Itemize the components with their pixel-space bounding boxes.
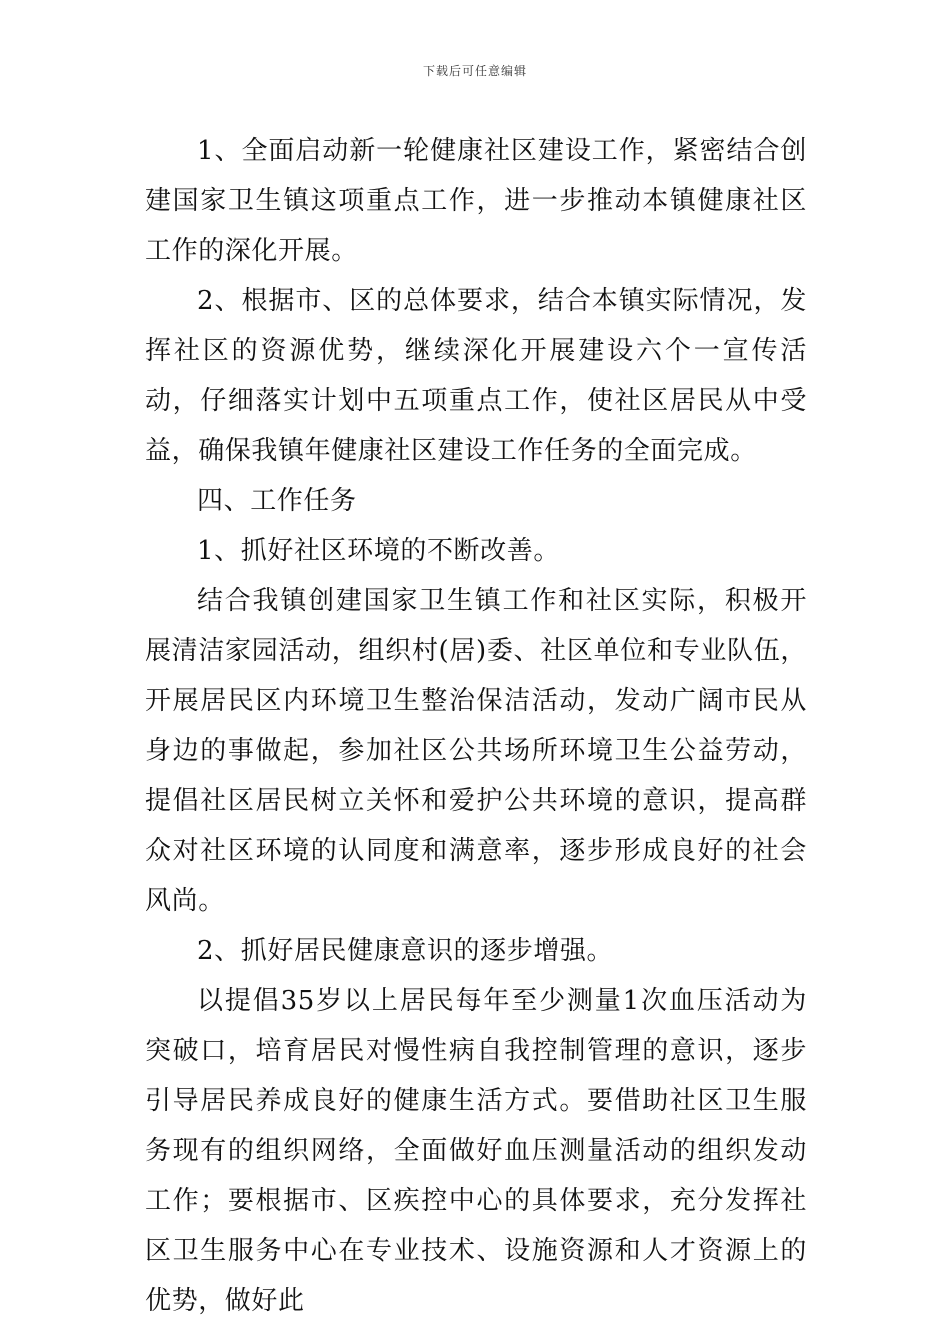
paragraph-health-awareness: 以提倡35岁以上居民每年至少测量1次血压活动为突破口，培育居民对慢性病自我控制管理的意识，逐步引导居民养成良好的健康生活方式。要借助社区卫生服务现有的组织网络，全面做好血压测量活动的组织发动工作；要根据市、区疾控中心的具体要求，充分发挥社区卫生服务中心在专业技术、设施资源和人才资源上的优势，做好此 xyxy=(145,986,807,1316)
document-body xyxy=(145,126,807,1326)
paragraph-environment: 结合我镇创建国家卫生镇工作和社区实际，积极开展清洁家园活动，组织村(居)委、社区单位和专业队伍，开展居民区内环境卫生整治保洁活动，发动广阔市民从身边的事做起，参加社区公共场所环境卫生公益劳动，提倡社区居民树立关怀和爱护公共环境的意识，提高群众对社区环境的认同度和满意率，逐步形成良好的社会风尚。 xyxy=(145,586,807,916)
paragraph-2: 2、根据市、区的总体要求，结合本镇实际情况，发挥社区的资源优势，继续深化开展建设六个一宣传活动，仔细落实计划中五项重点工作，使社区居民从中受益，确保我镇年健康社区建设工作任务的全面完成。 xyxy=(145,286,807,466)
subheading-environment: 1、抓好社区环境的不断改善。 xyxy=(197,536,560,566)
section-heading-work-tasks: 四、工作任务 xyxy=(197,486,357,516)
subheading-health-awareness: 2、抓好居民健康意识的逐步增强。 xyxy=(197,936,614,966)
paragraph-1: 1、全面启动新一轮健康社区建设工作，紧密结合创建国家卫生镇这项重点工作，进一步推动本镇健康社区工作的深化开展。 xyxy=(145,136,807,266)
header-note: 下载后可任意编辑 xyxy=(422,64,527,78)
